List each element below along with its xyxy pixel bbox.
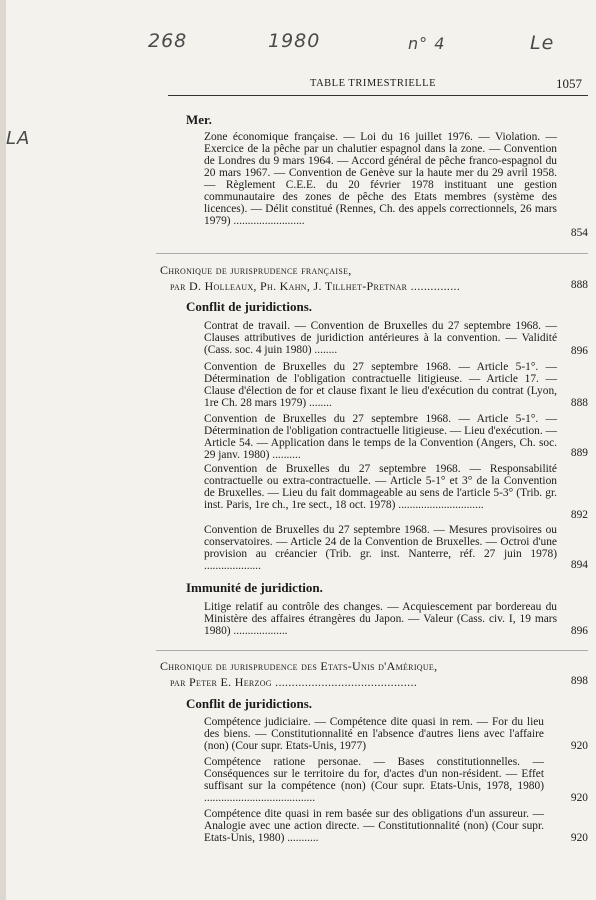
- chronique-page-fr: 888: [570, 279, 588, 291]
- chronique-title-fr: Chronique de jurisprudence française,: [160, 263, 352, 277]
- chronique-page-us: 898: [570, 675, 588, 687]
- running-title: TABLE TRIMESTRIELLE: [310, 78, 436, 89]
- entry-page-us-3: 920: [570, 832, 588, 844]
- entry-us-1: Compétence judiciaire. — Compétence dite quasi in rem. — For du lieu des biens. — Constitutionnalité en l'absence d'autres liens avec l'affaire (non) (Cour supr. Etats-Unis, 1977): [204, 716, 544, 752]
- section-heading-mer: Mer.: [186, 112, 212, 127]
- entry-page-immunite: 896: [570, 625, 588, 637]
- entry-us-2: Compétence ratione personae. — Bases constitutionnelles. — Conséquences sur le territoire du for, d'actes d'un non-résident. — Effet suffisant sur la compétence (non) (Cour supr. Etats-Unis, 1978, 1980) .......................................: [204, 756, 544, 804]
- entry-mer: Zone économique française. — Loi du 16 juillet 1976. — Violation. — Exercice de la pêche par un chalutier espagnol dans la zone. — Convention de Londres du 9 mars 1964. — Accord général de pêche franco-espagnol du 20 mars 1967. — Convention de Genève sur la haute mer du 29 avril 1958. — Règlement C.E.E. du 20 février 1978 instituant une gestion communautaire des zones de pêche des Etats membres (système des licences). — Délit constitué (Rennes, Ch. des appels correctionnels, 26 mars 1979) .........................: [204, 131, 557, 227]
- entry-page-us-2: 920: [570, 792, 588, 804]
- chronique-authors-fr: par D. Holleaux, Ph. Kahn, J. Tillhet-Pretnar ...............: [170, 279, 461, 293]
- handwritten-note-number: 268: [148, 30, 188, 52]
- entry-page-us-1: 920: [570, 740, 588, 752]
- entry-page-fr-2: 888: [570, 397, 588, 409]
- entry-page-fr-3: 889: [570, 447, 588, 459]
- chronique-title-us: Chronique de jurisprudence des Etats-Unis d'Amérique,: [160, 659, 438, 673]
- subheading-conflit-fr: Conflit de juridictions.: [186, 299, 313, 314]
- section-separator: [156, 650, 588, 651]
- handwritten-note-issue: n° 4: [408, 34, 446, 53]
- handwritten-note-year: 1980: [268, 30, 321, 52]
- entry-fr-1: Contrat de travail. — Convention de Bruxelles du 27 septembre 1968. — Clauses attributives de juridiction antérieures à la convention. — Validité (Cass. soc. 4 juin 1980) ........: [204, 320, 557, 356]
- entry-us-3: Compétence dite quasi in rem basée sur des obligations d'un assureur. — Analogie avec une action directe. — Constitutionnalité (non) (Cour supr. Etats-Unis, 1980) ...........: [204, 808, 544, 844]
- chronique-authors-us: par Peter E. Herzog ...........................................: [170, 675, 418, 689]
- header-rule: [168, 95, 588, 96]
- entry-fr-5: Convention de Bruxelles du 27 septembre 1968. — Mesures provisoires ou conservatoires. — Article 24 de la Convention de Bruxelles. — Octroi d'une provision au créancier (Trib. gr. inst. Nanterre, réf. 27 juin 1978) ....................: [204, 524, 557, 572]
- handwritten-margin-note: LA: [6, 128, 31, 149]
- subheading-conflit-us: Conflit de juridictions.: [186, 696, 313, 711]
- entry-fr-2: Convention de Bruxelles du 27 septembre 1968. — Article 5-1°. — Détermination de l'obligation contractuelle litigieuse. — Article 17. — Clause d'élection de for et clause fixant le lieu d'exécution du contrat (Lyon, 1re Ch. 28 mars 1979) ........: [204, 361, 557, 409]
- section-separator: [156, 253, 588, 254]
- entry-page-fr-5: 894: [570, 559, 588, 571]
- page-number: 1057: [556, 76, 582, 91]
- entry-page-fr-1: 896: [570, 345, 588, 357]
- entry-page-mer: 854: [570, 227, 588, 239]
- entry-fr-4: Convention de Bruxelles du 27 septembre 1968. — Responsabilité contractuelle ou extra-contractuelle. — Article 5-1° et 3° de la Convention de Bruxelles. — Lieu du fait dommageable au sens de l'article 5-3° (Trib. gr. inst. Paris, 1re ch., 1re sect., 18 oct. 1978) ..............................: [204, 463, 557, 511]
- handwritten-note-initials: Le: [530, 32, 555, 54]
- entry-immunite: Litige relatif au contrôle des changes. — Acquiescement par bordereau du Ministère des affaires étrangères du Japon. — Valeur (Cass. civ. I, 19 mars 1980) ...................: [204, 601, 557, 637]
- subheading-immunite: Immunité de juridiction.: [186, 580, 323, 595]
- entry-page-fr-4: 892: [570, 509, 588, 521]
- entry-fr-3: Convention de Bruxelles du 27 septembre 1968. — Article 5-1°. — Détermination de l'obligation contractuelle litigieuse. — Lieu d'exécution. — Article 54. — Application dans le temps de la Convention (Angers, Ch. soc. 29 janv. 1980) ..........: [204, 413, 557, 461]
